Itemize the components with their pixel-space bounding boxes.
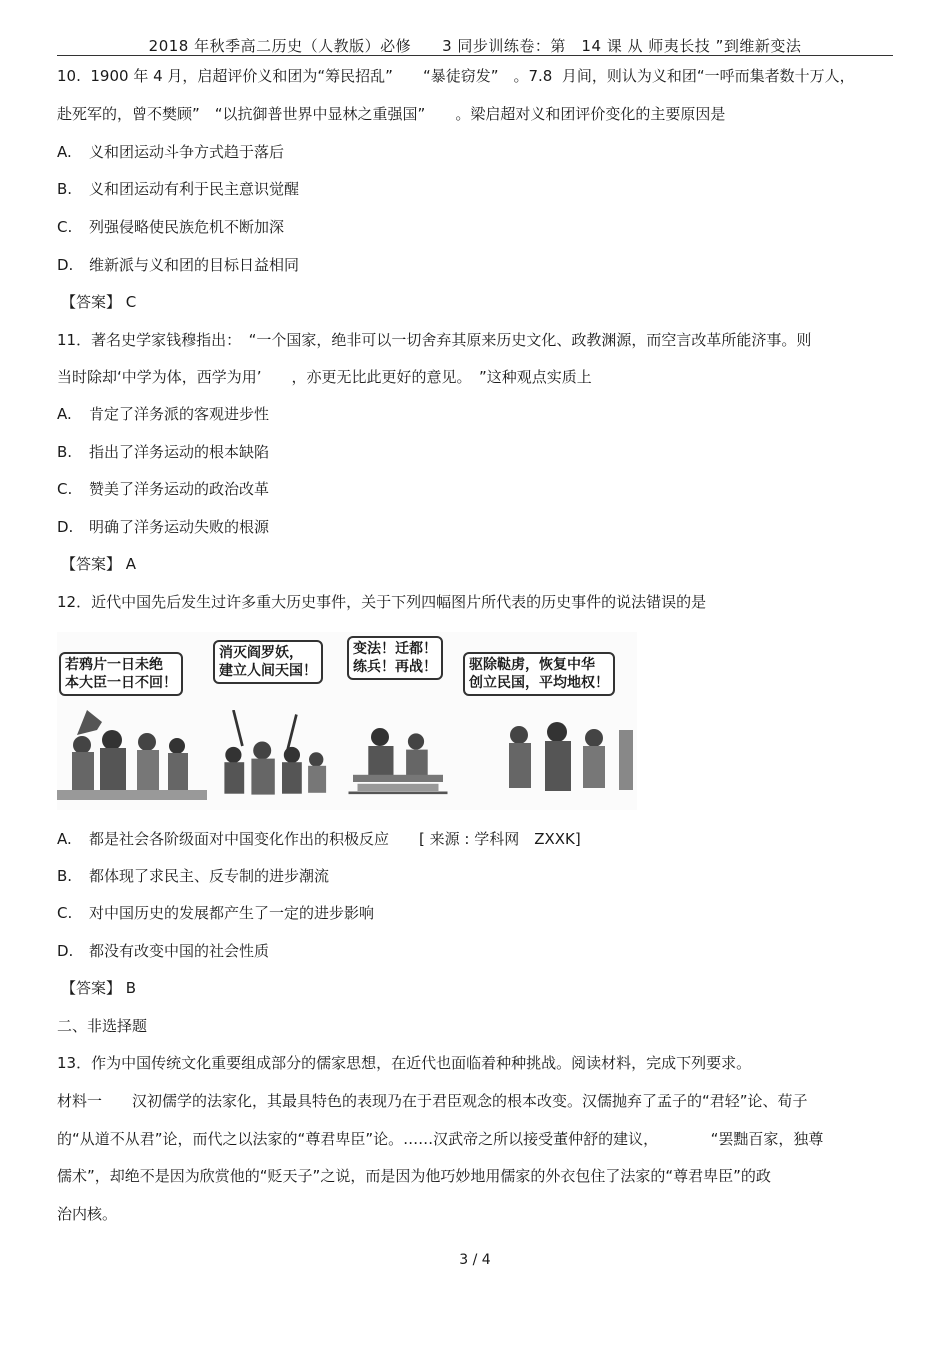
bubble-line: 创立民国，平均地权！	[469, 675, 609, 691]
q10-option-a	[57, 142, 284, 162]
q13-material-line4: 治内核。	[57, 1205, 118, 1223]
bubble-line: 若鸦片一日未绝	[65, 657, 163, 673]
q12-option-b	[57, 866, 329, 886]
option-label: B.	[57, 443, 73, 461]
q11-stem-line2: 当时除却‘中学为体，西学为用’ ，亦更无比此更好的意见。 ”这种观点实质上	[57, 368, 592, 386]
option-label: B.	[57, 867, 73, 885]
bubble-line: 本大臣一日不回！	[65, 675, 177, 691]
crowd-illustration	[343, 710, 453, 800]
q11-option-b	[57, 442, 269, 462]
bubble-line: 练兵！再战！	[353, 659, 437, 675]
header-divider	[57, 55, 893, 56]
q11-option-d	[57, 517, 269, 537]
q11-answer: 【答案】 A	[61, 555, 137, 573]
q10-stem-line1: 10. 1900 年 4 月，启超评价义和团为“筹民招乱” “暴徒窃发” 。7.8 月间，则认为义和团“一呼而集者数十万人，	[57, 67, 855, 85]
q10-answer: 【答案】 C	[61, 293, 137, 311]
option-label: A.	[57, 830, 72, 848]
option-text: 都没有改变中国的社会性质	[89, 942, 270, 960]
section-title: 二、非选择题	[57, 1017, 148, 1035]
page-header: 2018 年秋季高二历史（人教版）必修 3 同步训练卷：第 14 课 从 师夷长技 ”到维新变法	[148, 37, 802, 55]
option-label: A.	[57, 143, 72, 161]
q12-stem: 12．近代中国先后发生过许多重大历史事件，关于下列四幅图片所代表的历史事件的说法错误的是	[57, 593, 707, 611]
option-text: 明确了洋务运动失败的根源	[89, 518, 270, 536]
q13-material-line2: 的“从道不从君”论，而代之以法家的“尊君卑臣”论。……汉武帝之所以接受董仲舒的建议， “罢黜百家，独尊	[57, 1130, 824, 1148]
option-label: D.	[57, 256, 74, 274]
q10-stem-line2: 赴死军的，曾不樊顾” “以抗御普世界中显林之重强国” 。梁启超对义和团评价变化的主要原因是	[57, 105, 726, 123]
crowd-illustration	[479, 710, 637, 800]
option-label: C.	[57, 218, 73, 236]
option-label: D.	[57, 518, 74, 536]
option-label: C.	[57, 904, 73, 922]
option-label: B.	[57, 180, 73, 198]
cartoon-panel-opium	[57, 632, 207, 810]
q12-option-a	[57, 829, 581, 849]
q10-option-b	[57, 179, 299, 199]
history-cartoon-image	[57, 632, 637, 810]
crowd-illustration	[57, 710, 207, 800]
option-label: C.	[57, 480, 73, 498]
option-label: A.	[57, 405, 72, 423]
q11-option-c	[57, 479, 269, 499]
option-text: 肯定了洋务派的客观进步性	[89, 405, 270, 423]
option-text: 赞美了洋务运动的政治改革	[89, 480, 270, 498]
q10-option-c	[57, 217, 284, 237]
option-text: 义和团运动斗争方式趋于落后	[89, 143, 285, 161]
option-text: 义和团运动有利于民主意识觉醒	[89, 180, 300, 198]
page-number: 3 / 4	[459, 1252, 491, 1268]
q13-material-line3: 儒术”，却绝不是因为欣赏他的“贬天子”之说，而是因为他巧妙地用儒家的外衣包住了法家的“尊君卑臣”的政	[57, 1167, 771, 1185]
speech-bubble	[347, 636, 443, 680]
q11-stem-line1: 11．著名史学家钱穆指出： “一个国家，绝非可以一切舍弃其原来历史文化、政教渊源，而空言改革所能济事。则	[57, 331, 812, 349]
bubble-line: 变法！迁都！	[353, 641, 437, 657]
bubble-line: 消灭阎罗妖，	[219, 645, 303, 661]
bubble-line: 建立人间天国！	[219, 663, 317, 679]
cartoon-panel-revolution	[459, 632, 637, 810]
option-text: 维新派与义和团的目标日益相同	[89, 256, 300, 274]
speech-bubble	[213, 640, 323, 684]
q13-material-line1: 材料一 汉初儒学的法家化，其最具特色的表现乃在于君臣观念的根本改变。汉儒抛弃了孟子的“君轻”论、荀子	[57, 1092, 808, 1110]
option-text: 列强侵略使民族危机不断加深	[89, 218, 285, 236]
bubble-line: 驱除鞑虏，恢复中华	[469, 657, 595, 673]
q10-option-d	[57, 255, 299, 275]
option-text: 都体现了求民主、反专制的进步潮流	[89, 867, 330, 885]
option-text: 对中国历史的发展都产生了一定的进步影响	[89, 904, 375, 922]
q12-answer: 【答案】 B	[61, 979, 137, 997]
option-label: D.	[57, 942, 74, 960]
cartoon-panel-taiping	[209, 632, 337, 810]
crowd-illustration	[209, 710, 337, 800]
q13-stem: 13．作为中国传统文化重要组成部分的儒家思想，在近代也面临着种种挑战。阅读材料，完成下列要求。	[57, 1054, 752, 1072]
q12-option-d	[57, 941, 269, 961]
q11-option-a	[57, 404, 269, 424]
cartoon-panel-reform	[343, 632, 453, 810]
speech-bubble	[59, 652, 183, 696]
q12-option-c	[57, 903, 374, 923]
option-text: 都是社会各阶级面对中国变化作出的积极反应 [ 来源 : 学科网 ZXXK]	[89, 830, 581, 848]
speech-bubble	[463, 652, 615, 696]
option-text: 指出了洋务运动的根本缺陷	[89, 443, 270, 461]
